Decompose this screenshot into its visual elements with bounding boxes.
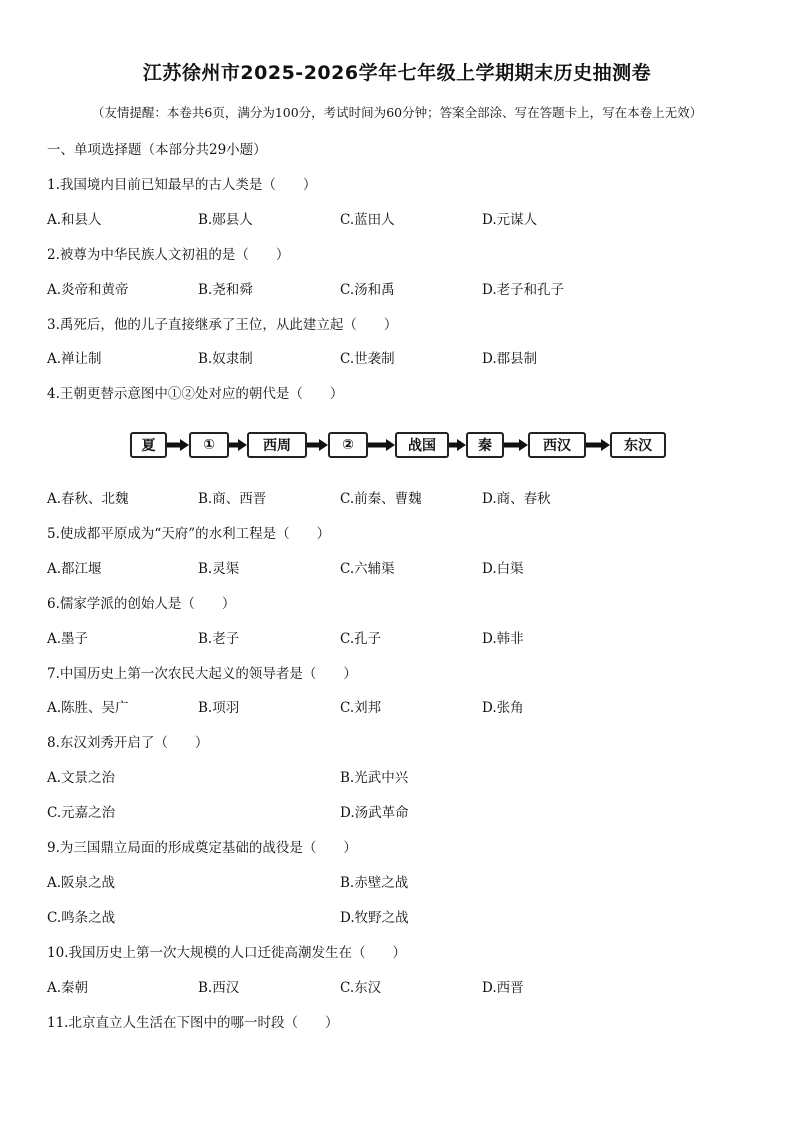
question-stem: 10.我国历史上第一次大规模的人口迁徙高潮发生在（ ）	[47, 945, 406, 961]
option-b[interactable]: B.郧县人	[198, 212, 253, 228]
flow-node: 东汉	[610, 432, 666, 458]
option-b[interactable]: B.尧和舜	[198, 282, 253, 298]
arrow-right-icon	[368, 439, 395, 451]
question-stem: 2.被尊为中华民族人文初祖的是（ ）	[47, 247, 290, 263]
option-d[interactable]: D.郡县制	[482, 351, 538, 367]
dynasty-flow-diagram	[130, 432, 670, 462]
option-c[interactable]: C.孔子	[340, 631, 382, 647]
option-d[interactable]: D.商、春秋	[482, 491, 551, 507]
option-c[interactable]: C.元嘉之治	[47, 805, 116, 821]
option-a[interactable]: A.都江堰	[47, 561, 102, 577]
question-stem: 5.使成都平原成为“天府”的水利工程是（ ）	[47, 526, 331, 542]
question-stem: 6.儒家学派的创始人是（ ）	[47, 596, 236, 612]
flow-node: ②	[328, 432, 368, 458]
section-title: 一、单项选择题（本部分共29小题）	[47, 142, 267, 158]
option-c[interactable]: C.东汉	[340, 980, 382, 996]
option-a[interactable]: A.和县人	[47, 212, 102, 228]
arrow-right-icon	[307, 439, 328, 451]
arrow-right-icon	[504, 439, 528, 451]
question-stem: 8.东汉刘秀开启了（ ）	[47, 735, 209, 751]
arrow-right-icon	[586, 439, 610, 451]
option-d[interactable]: D.西晋	[482, 980, 524, 996]
arrow-right-icon	[449, 439, 466, 451]
option-d[interactable]: D.白渠	[482, 561, 524, 577]
option-a[interactable]: A.炎帝和黄帝	[47, 282, 129, 298]
option-b[interactable]: B.灵渠	[198, 561, 240, 577]
arrow-right-icon	[229, 439, 247, 451]
option-d[interactable]: D.张角	[482, 700, 524, 716]
option-b[interactable]: B.奴隶制	[198, 351, 253, 367]
option-a[interactable]: A.文景之治	[47, 770, 116, 786]
flow-node: 战国	[395, 432, 449, 458]
option-c[interactable]: C.六辅渠	[340, 561, 395, 577]
option-c[interactable]: C.世袭制	[340, 351, 395, 367]
option-a[interactable]: A.秦朝	[47, 980, 89, 996]
option-d[interactable]: D.汤武革命	[340, 805, 409, 821]
flow-node: 秦	[466, 432, 504, 458]
flow-node: 西汉	[528, 432, 586, 458]
option-c[interactable]: C.前秦、曹魏	[340, 491, 422, 507]
flow-node: ①	[189, 432, 229, 458]
question-stem: 3.禹死后，他的儿子直接继承了王位，从此建立起（ ）	[47, 317, 398, 333]
option-c[interactable]: C.汤和禹	[340, 282, 395, 298]
option-c[interactable]: C.蓝田人	[340, 212, 395, 228]
question-stem: 7.中国历史上第一次农民大起义的领导者是（ ）	[47, 666, 357, 682]
flow-node: 西周	[247, 432, 307, 458]
question-stem: 11.北京直立人生活在下图中的哪一时段（ ）	[47, 1015, 339, 1031]
option-b[interactable]: B.赤壁之战	[340, 875, 409, 891]
option-d[interactable]: D.老子和孔子	[482, 282, 565, 298]
option-c[interactable]: C.刘邦	[340, 700, 382, 716]
option-d[interactable]: D.韩非	[482, 631, 524, 647]
option-a[interactable]: A.墨子	[47, 631, 89, 647]
option-a[interactable]: A.陈胜、吴广	[47, 700, 129, 716]
option-a[interactable]: A.阪泉之战	[47, 875, 116, 891]
option-a[interactable]: A.春秋、北魏	[47, 491, 129, 507]
paper-title: 江苏徐州市2025-2026学年七年级上学期期末历史抽测卷	[142, 62, 652, 84]
option-b[interactable]: B.商、西晋	[198, 491, 267, 507]
question-stem: 1.我国境内目前已知最早的古人类是（ ）	[47, 177, 317, 193]
option-b[interactable]: B.项羽	[198, 700, 240, 716]
option-c[interactable]: C.鸣条之战	[47, 910, 116, 926]
option-b[interactable]: B.光武中兴	[340, 770, 409, 786]
question-stem: 4.王朝更替示意图中①②处对应的朝代是（ ）	[47, 386, 344, 402]
option-b[interactable]: B.西汉	[198, 980, 240, 996]
flow-node: 夏	[130, 432, 167, 458]
option-b[interactable]: B.老子	[198, 631, 240, 647]
arrow-right-icon	[167, 439, 189, 451]
option-d[interactable]: D.元谋人	[482, 212, 538, 228]
question-stem: 9.为三国鼎立局面的形成奠定基础的战役是（ ）	[47, 840, 357, 856]
exam-notice: （友情提醒：本卷共6页，满分为100分，考试时间为60分钟；答案全部涂、写在答题卡上，写在本卷上无效）	[91, 105, 703, 120]
option-d[interactable]: D.牧野之战	[340, 910, 409, 926]
option-a[interactable]: A.禅让制	[47, 351, 102, 367]
